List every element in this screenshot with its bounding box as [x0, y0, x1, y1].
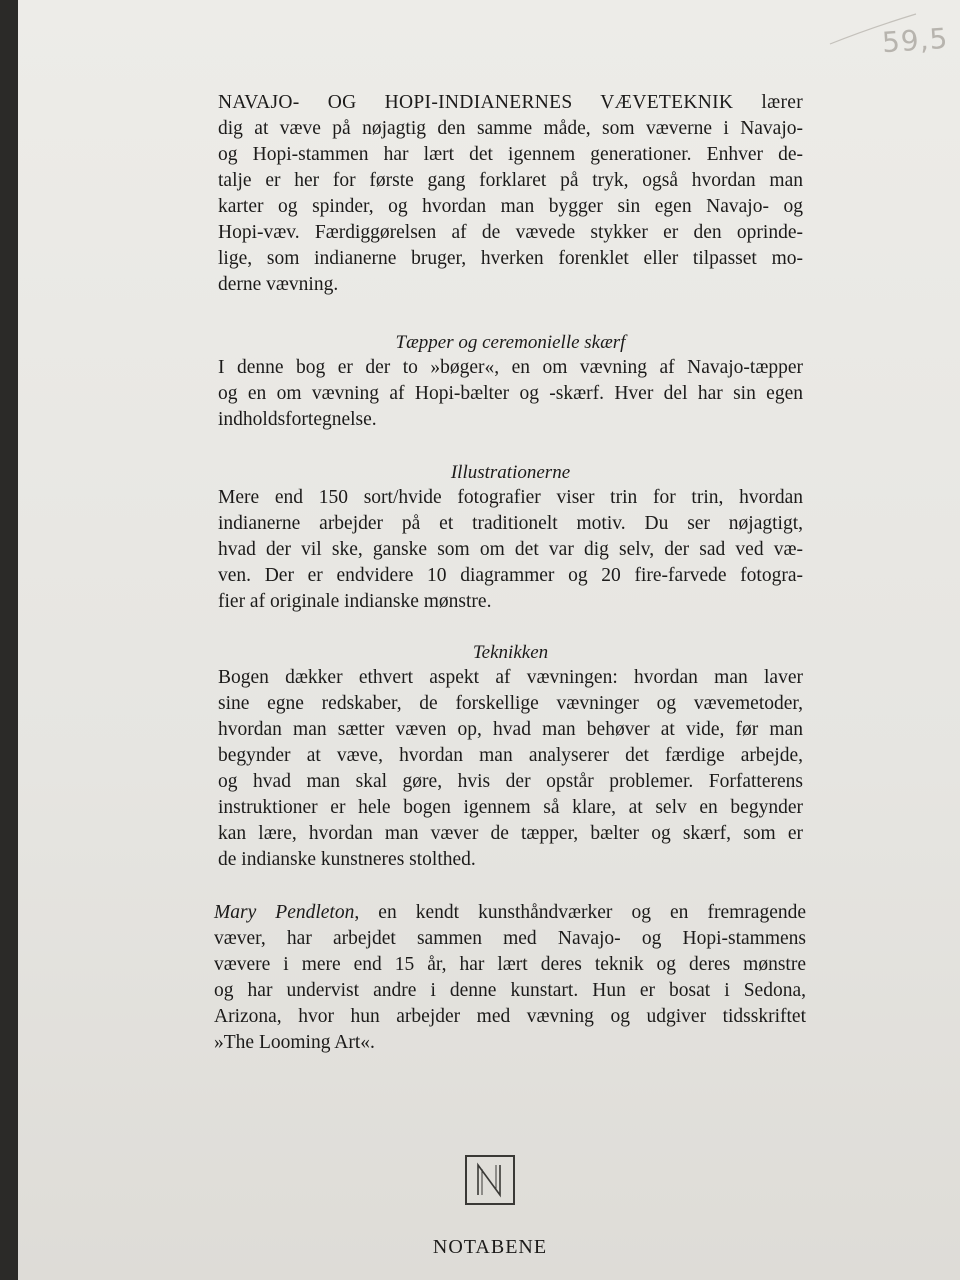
author-first-line — [214, 900, 806, 926]
section-heading-container — [218, 460, 803, 486]
section-line: Bogen dækker ethvert aspekt af vævningen: hvordan man laver — [218, 667, 803, 688]
author-bio-paragraph — [214, 900, 806, 1056]
section-line: hvordan man sætter væven op, hvad man behøver at vide, før man — [218, 719, 803, 740]
intro-line: talje er her for første gang forklaret på tryk, også hvordan man — [218, 170, 803, 191]
section-technique-paragraph — [218, 665, 803, 873]
author-line: »The Looming Art«. — [214, 1032, 375, 1053]
section-line: begynder at væve, hvordan man analyserer det færdige arbejde, — [218, 745, 803, 766]
section-heading-technique: Teknikken — [472, 642, 549, 663]
pencil-price-note — [820, 10, 960, 70]
intro-line: karter og spinder, og hvordan man bygger sin egen Navajo- og — [218, 196, 803, 217]
intro-paragraph — [218, 90, 803, 298]
book-back-cover — [18, 0, 960, 1280]
intro-line: Hopi-væv. Færdiggørelsen af de vævede stykker er den oprinde- — [218, 222, 803, 243]
author-line: og har undervist andre i denne kunstart. Hun er bosat i Sedona, — [214, 980, 806, 1001]
author-line: vævere i mere end 15 år, har lært deres teknik og deres mønstre — [214, 954, 806, 975]
section-line: kan lære, hvordan man væver de tæpper, bælter og skærf, som er — [218, 823, 803, 844]
section-line: I denne bog er der to »bøger«, en om vævning af Navajo-tæpper — [218, 357, 803, 378]
intro-line: og Hopi-stammen har lært det igennem generationer. Enhver de- — [218, 144, 803, 165]
author-line: væver, har arbejdet sammen med Navajo- og Hopi-stammens — [214, 928, 806, 949]
section-heading-container — [218, 330, 803, 356]
section-line: sine egne redskaber, de forskellige vævninger og vævemetoder, — [218, 693, 803, 714]
section-line: hvad der vil ske, ganske som om det var dig selv, der sad ved væ- — [218, 539, 803, 560]
section-line: Mere end 150 sort/hvide fotografier viser trin for trin, hvordan — [218, 487, 803, 508]
section-carpets-paragraph — [218, 355, 803, 433]
intro-line: derne vævning. — [218, 274, 339, 295]
intro-line: dig at væve på nøjagtig den samme måde, som væverne i Navajo- — [218, 118, 803, 139]
section-line: instruktioner er hele bogen igennem så klare, at selv en begynder — [218, 797, 803, 818]
section-line: og en om vævning af Hopi-bælter og -skærf. Hver del har sin egen — [218, 383, 803, 404]
section-line: fier af originale indianske mønstre. — [218, 591, 492, 612]
price-note-text: 59,5 — [880, 21, 950, 60]
section-line: ven. Der er endvidere 10 diagrammer og 20 fire-farvede fotogra- — [218, 565, 803, 586]
author-first-line-rest: , en kendt kunsthåndværker og en fremragende — [354, 902, 807, 923]
author-line: Arizona, hvor hun arbejder med vævning og udgiver tidsskriftet — [214, 1006, 806, 1027]
section-heading-container — [218, 640, 803, 666]
section-heading-illustrations: Illustrationerne — [450, 462, 571, 483]
section-line: og hvad man skal gøre, hvis der opstår problemer. Forfatterens — [218, 771, 803, 792]
section-illustrations-paragraph — [218, 485, 803, 615]
intro-line: lige, som indianerne bruger, hverken forenklet eller tilpasset mo- — [218, 248, 803, 269]
section-line: indholdsfortegnelse. — [218, 409, 377, 430]
section-line: de indianske kunstneres stolthed. — [218, 849, 476, 870]
publisher-name: NOTABENE — [432, 1236, 548, 1258]
section-heading-carpets: Tæpper og ceremonielle skærf — [395, 332, 626, 353]
section-line: indianerne arbejder på et traditionelt motiv. Du ser nøjagtigt, — [218, 513, 803, 534]
intro-line: NAVAJO- OG HOPI-INDIANERNES VÆVETEKNIK lærer — [218, 92, 803, 113]
author-name: Mary Pendleton — [214, 902, 355, 923]
publisher-logo-icon — [465, 1155, 515, 1205]
